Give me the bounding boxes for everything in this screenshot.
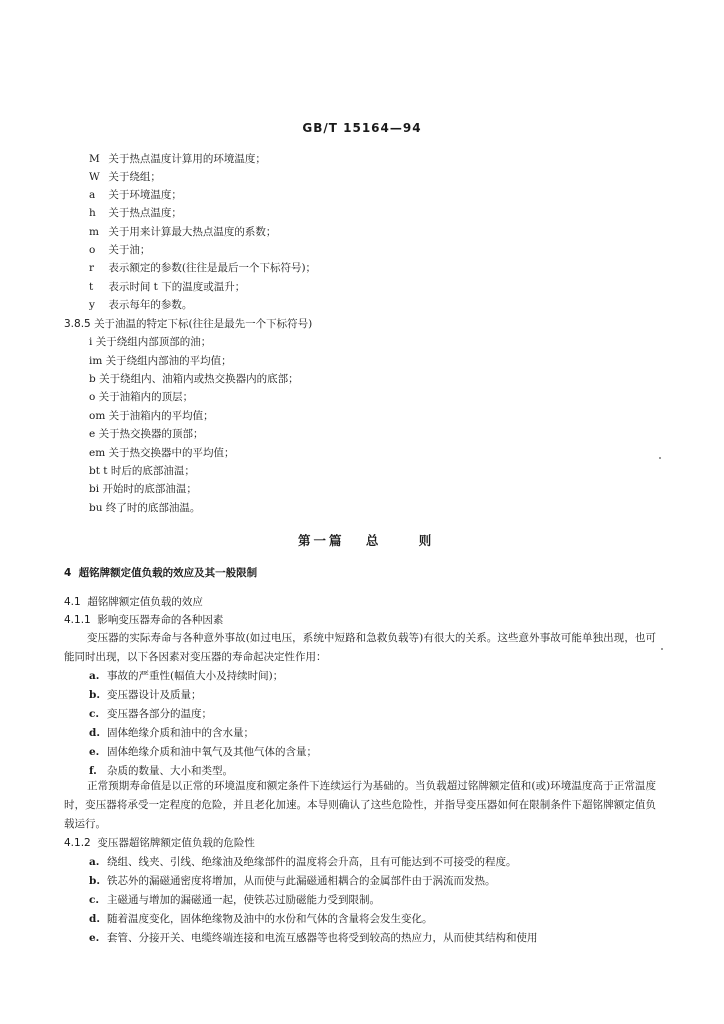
section-heading <box>64 566 257 580</box>
list-item <box>89 152 266 166</box>
subscript-symbol: W <box>89 171 100 183</box>
paragraph-life-expectancy: 正常预期寿命值是以正常的环境温度和额定条件下连续运行为基础的。当负载超过铭牌额定值和(或)环境温度高于正常温度时，变压器将承受一定程度的危险，并且老化加速。本导则确认了这些危险性，并指导变压器如何在限制条件下超铭牌额定值负载运行。 <box>64 780 656 830</box>
item-text: 固体绝缘介质和油中的含水量； <box>107 727 254 739</box>
subscript-desc: 关于热点温度计算用的环境温度； <box>108 153 266 165</box>
subscript-desc: 关于热交换器中的平均值； <box>108 447 235 459</box>
clause-number: 4.1 <box>64 596 81 608</box>
list-item <box>89 855 517 869</box>
item-label: b. <box>89 875 100 887</box>
subscript-symbol: bi <box>89 483 100 495</box>
list-item <box>89 427 204 441</box>
subscript-desc: 关于绕组内部油的平均值； <box>105 355 232 367</box>
part-title-number: 第一篇 <box>298 533 345 548</box>
item-text: 随着温度变化，固体绝缘物及油中的水份和气体的含量将会发生变化。 <box>107 913 433 925</box>
list-item <box>89 501 200 515</box>
list-item <box>89 707 212 721</box>
standard-code-header: GB/T 15164—94 <box>302 121 422 135</box>
item-label: a. <box>89 670 100 682</box>
item-text: 铁芯外的漏磁通密度将增加，从而使与此漏磁通相耦合的金属部件由于涡流而发热。 <box>107 875 496 887</box>
subscript-symbol: h <box>89 207 96 219</box>
subscript-symbol: a <box>89 189 96 201</box>
paragraph-factors-intro: 变压器的实际寿命与各种意外事故(如过电压，系统中短路和急救负载等)有很大的关系。这些意外事故可能单独出现，也可能同时出现，以下各因素对变压器的寿命起决定性作用： <box>64 632 656 663</box>
list-item <box>89 280 245 294</box>
subscript-symbol: b <box>89 373 96 385</box>
item-text: 变压器设计及质量； <box>107 689 202 701</box>
item-text: 套管、分接开关、电缆终端连接和电流互感器等也将受到较高的热应力，从而使其结构和使用 <box>107 932 538 944</box>
item-label: c. <box>89 894 100 906</box>
clause-title: 影响变压器寿命的各种因素 <box>97 614 224 626</box>
subscript-desc: 关于热点温度； <box>108 207 182 219</box>
subscript-symbol: em <box>89 447 106 459</box>
clause-title: 变压器超铭牌额定值负载的危险性 <box>97 837 255 849</box>
subscript-desc: t 时后的底部油温； <box>103 465 195 477</box>
list-item <box>89 912 433 926</box>
subscript-symbol: bu <box>89 502 103 514</box>
list-item <box>89 669 283 683</box>
subscript-symbol: e <box>89 428 96 440</box>
subscript-desc: 表示每年的参数。 <box>108 299 193 311</box>
list-item <box>89 243 150 257</box>
list-item <box>89 170 161 184</box>
list-item <box>89 225 276 239</box>
item-label: b. <box>89 689 100 701</box>
item-text: 绕组、线夹、引线、绝缘油及绝缘部件的温度将会升高，且有可能达到不可接受的程度。 <box>107 856 517 868</box>
clause-title: 超铭牌额定值负载的效应 <box>87 596 203 608</box>
section-title: 超铭牌额定值负载的效应及其一般限制 <box>78 567 258 579</box>
subscript-desc: 关于绕组内、油箱内或热交换器内的底部； <box>99 373 299 385</box>
subscript-symbol: i <box>89 336 93 348</box>
subscript-symbol: r <box>89 262 95 274</box>
subscript-desc: 开始时的底部油温； <box>102 483 197 495</box>
item-label: f. <box>89 765 97 777</box>
item-label: d. <box>89 727 100 739</box>
item-label: e. <box>89 932 100 944</box>
clause-number: 3.8.5 <box>64 318 91 330</box>
subscript-symbol: o <box>89 391 96 403</box>
scan-speck <box>659 457 661 459</box>
list-item <box>89 390 193 404</box>
part-title-word-2: 则 <box>418 533 435 548</box>
item-label: e. <box>89 746 100 758</box>
subscript-desc: 终了时的底部油温。 <box>105 502 201 514</box>
subscript-desc: 关于油箱内的平均值； <box>108 410 214 422</box>
clause-heading <box>64 836 255 850</box>
section-number: 4 <box>64 567 72 579</box>
subscript-desc: 关于绕组； <box>108 171 161 183</box>
list-item <box>89 298 192 312</box>
scan-speck <box>661 648 663 650</box>
list-item <box>89 206 182 220</box>
subscript-desc: 表示时间 t 下的温度或温升； <box>108 281 246 293</box>
subscript-symbol: m <box>89 226 99 238</box>
list-item <box>89 745 317 759</box>
clause-heading <box>64 317 312 331</box>
list-item <box>89 335 211 349</box>
item-label: d. <box>89 913 100 925</box>
subscript-symbol: y <box>89 299 95 311</box>
clause-heading <box>64 595 203 609</box>
subscript-symbol: om <box>89 410 106 422</box>
list-item <box>89 688 202 702</box>
subscript-desc: 关于绕组内部顶部的油； <box>95 336 212 348</box>
subscript-desc: 表示额定的参数(往往是最后一个下标符号)； <box>108 262 317 274</box>
list-item <box>89 372 299 386</box>
item-text: 固体绝缘介质和油中氧气及其他气体的含量； <box>107 746 317 758</box>
subscript-symbol: M <box>89 153 100 165</box>
item-label: c. <box>89 708 100 720</box>
list-item <box>89 764 233 778</box>
item-text: 事故的严重性(幅值大小及持续时间)； <box>107 670 284 682</box>
subscript-desc: 关于热交换器的顶部； <box>98 428 204 440</box>
subscript-symbol: t <box>89 281 94 293</box>
part-title <box>298 531 434 549</box>
list-item <box>89 354 232 368</box>
list-item <box>89 464 195 478</box>
subscript-desc: 关于用来计算最大热点温度的系数； <box>108 226 277 238</box>
item-text: 变压器各部分的温度； <box>107 708 212 720</box>
list-item <box>89 874 496 888</box>
subscript-desc: 关于油箱内的顶层； <box>98 391 194 403</box>
list-item <box>89 726 254 740</box>
clause-heading <box>64 613 223 627</box>
subscript-desc: 关于油； <box>108 244 151 256</box>
clause-number: 4.1.2 <box>64 837 91 849</box>
subscript-symbol: bt <box>89 465 100 477</box>
clause-number: 4.1.1 <box>64 614 91 626</box>
list-item <box>89 931 538 945</box>
part-title-word-1: 总 <box>365 533 382 548</box>
clause-title: 关于油温的特定下标(往往是最先一个下标符号) <box>94 318 313 330</box>
list-item <box>89 261 316 275</box>
list-item <box>89 482 197 496</box>
list-item <box>89 409 214 423</box>
list-item <box>89 446 235 460</box>
item-text: 杂质的数量、大小和类型。 <box>107 765 233 777</box>
item-label: a. <box>89 856 100 868</box>
subscript-desc: 关于环境温度； <box>108 189 182 201</box>
list-item <box>89 893 380 907</box>
subscript-symbol: im <box>89 355 103 367</box>
list-item <box>89 188 182 202</box>
item-text: 主磁通与增加的漏磁通一起，使铁芯过励磁能力受到限制。 <box>107 894 380 906</box>
subscript-symbol: o <box>89 244 96 256</box>
